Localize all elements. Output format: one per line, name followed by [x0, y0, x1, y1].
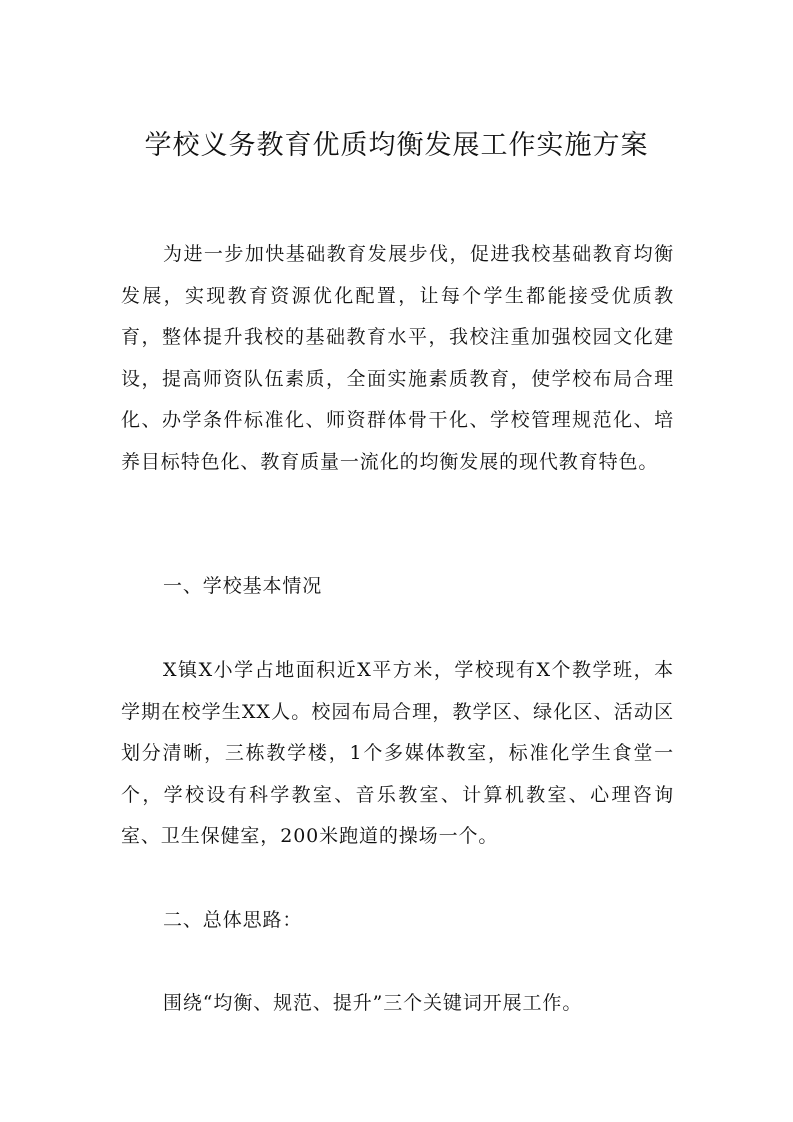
section-body-overall-approach: 围绕“均衡、规范、提升”三个关键词开展工作。 [163, 992, 583, 1014]
section-heading-basic-situation: 一、学校基本情况 [163, 575, 323, 597]
intro-paragraph: 为进一步加快基础教育发展步伐，促进我校基础教育均衡发展，实现教育资源优化配置，让每个学生都能接受优质教育，整体提升我校的基础教育水平，我校注重加强校园文化建设，提高师资队伍素质，全面实施素质教育，使学校布局合理化、办学条件标准化、师资群体骨干化、学校管理规范化、培养目标特色化、教育质量一流化的均衡发展的现代教育特色。 [121, 243, 674, 473]
section-body-basic-situation: X镇X小学占地面积近X平方米，学校现有X个教学班，本学期在校学生XX人。校园布局合理，教学区、绿化区、活动区划分清晰，三栋教学楼，1个多媒体教室，标准化学生食堂一个，学校设有科学教室、音乐教室、计算机教室、心理咨询室、卫生保健室，200米跑道的操场一个。 [121, 659, 674, 848]
document-title: 学校义务教育优质均衡发展工作实施方案 [144, 130, 649, 161]
section-heading-overall-approach: 二、总体思路： [163, 909, 303, 931]
